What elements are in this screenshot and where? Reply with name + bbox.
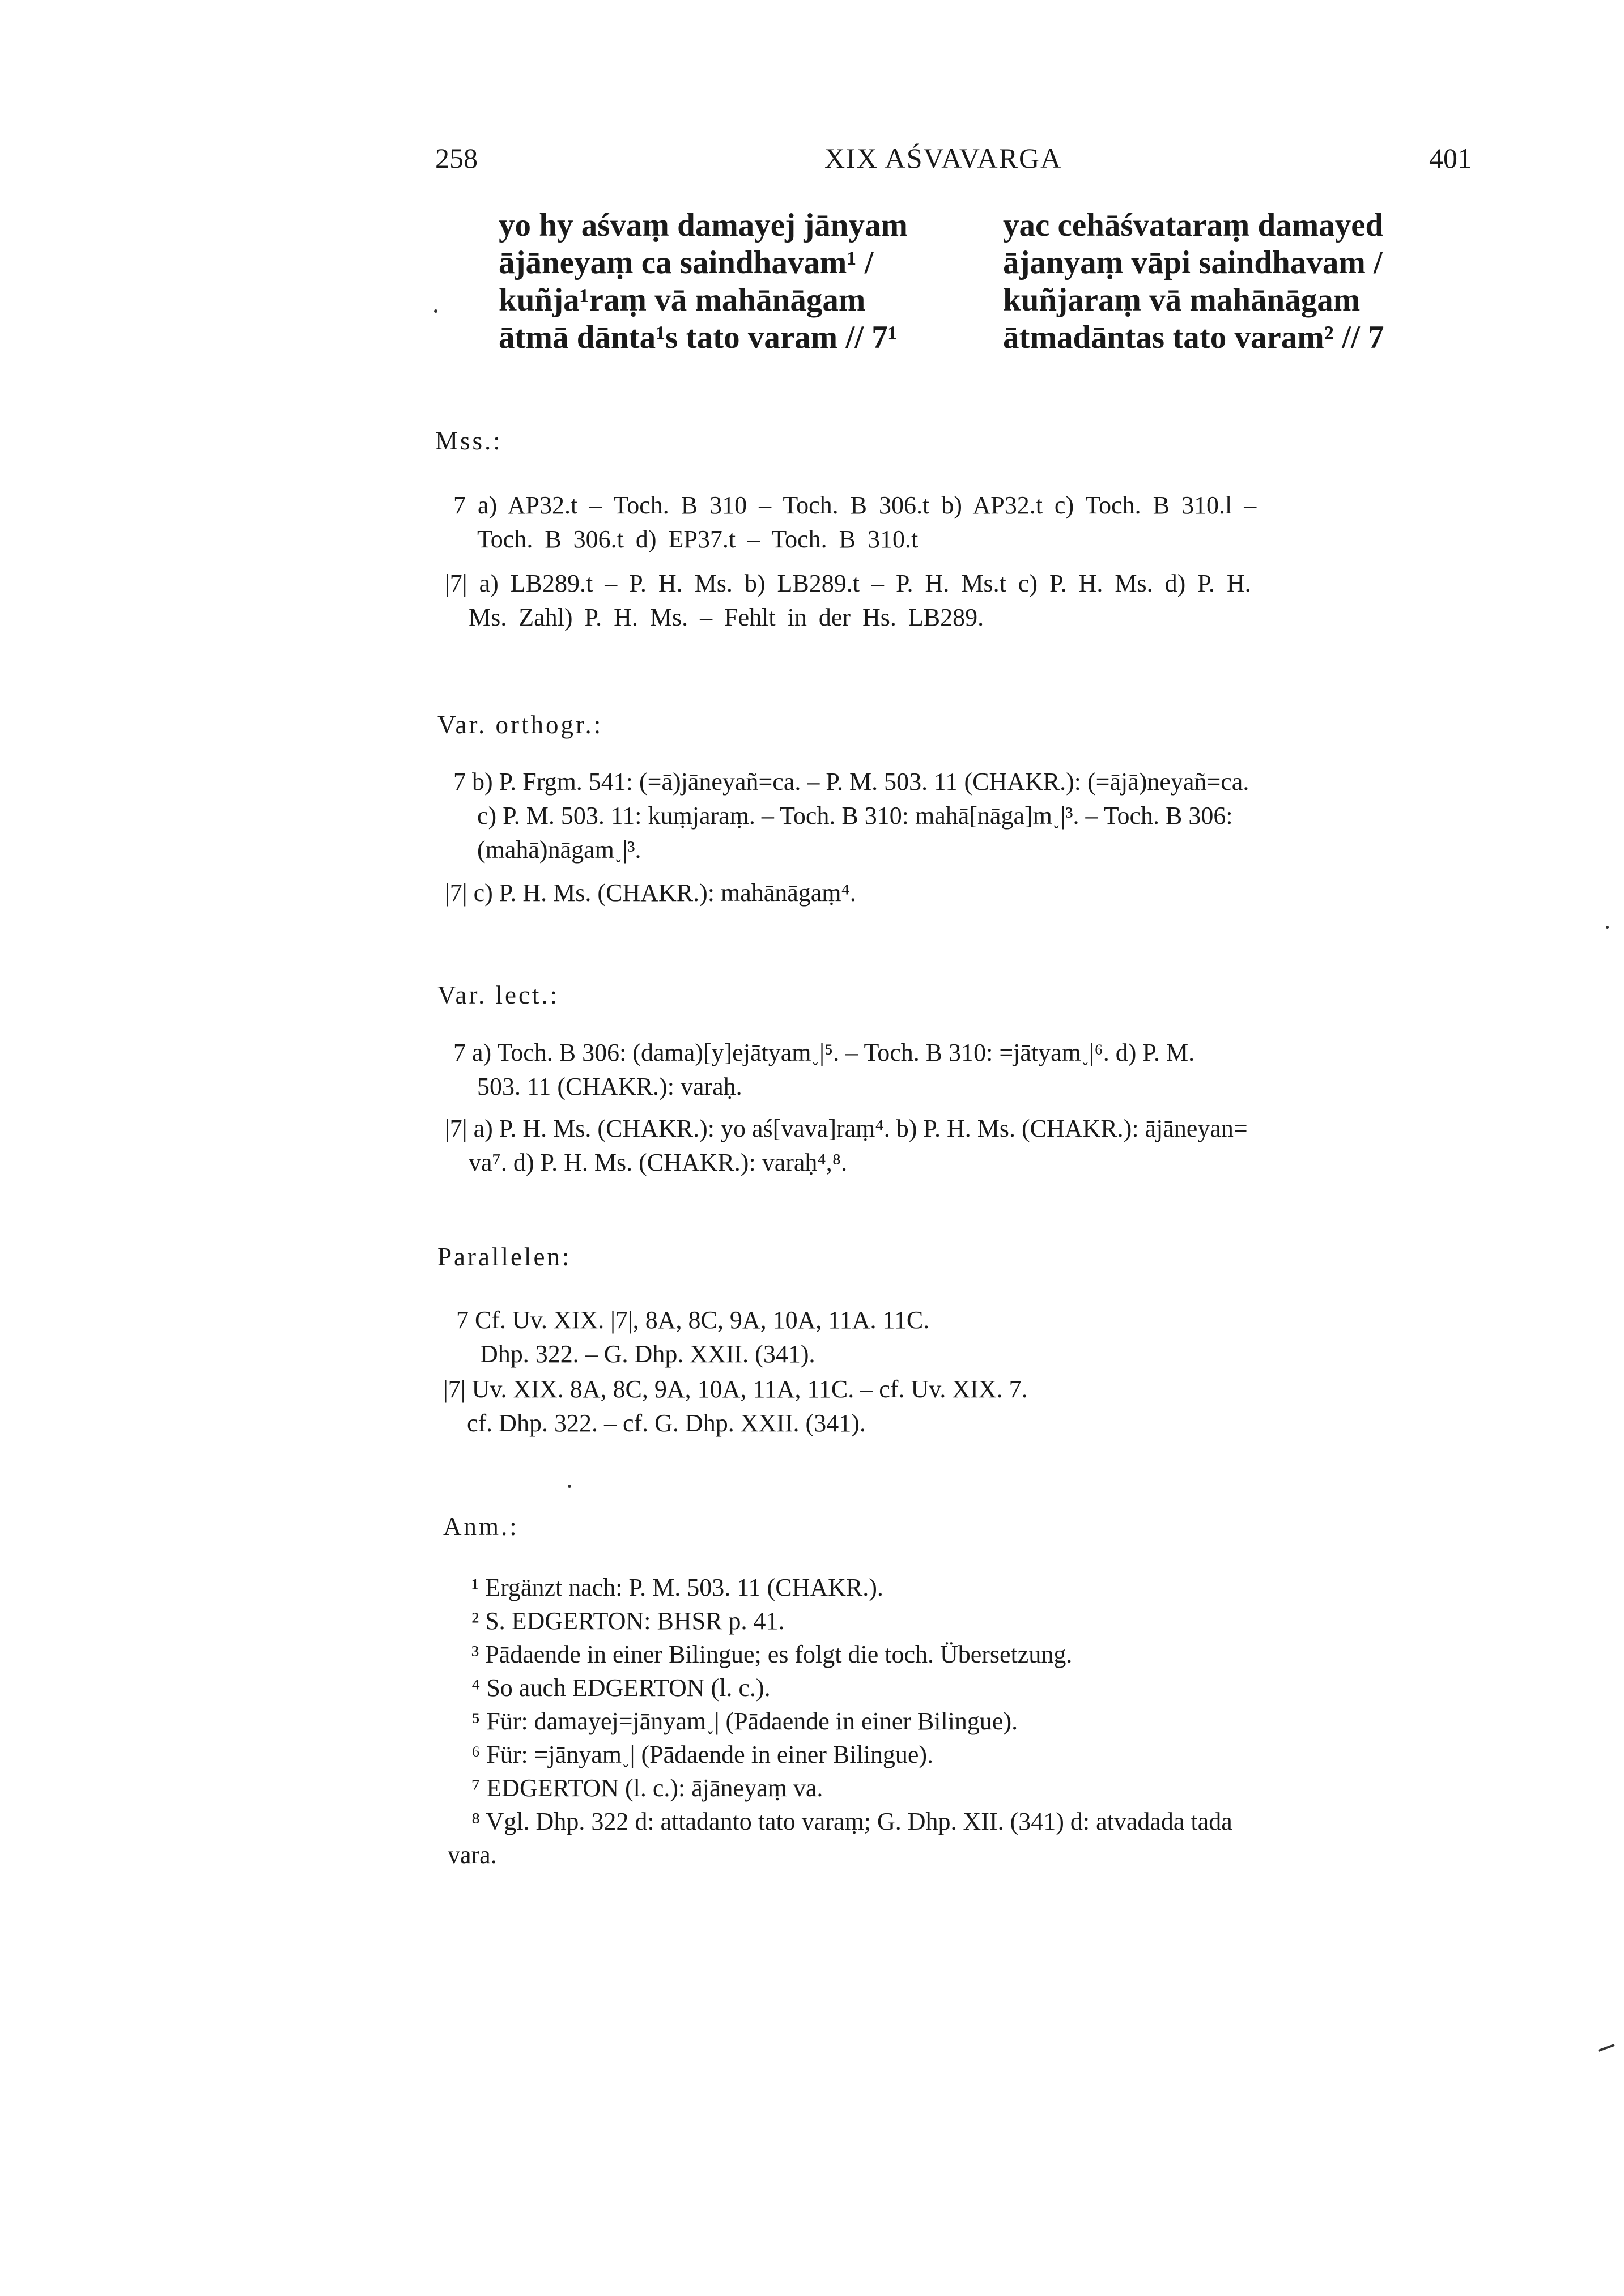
footnote-3: ³ Pādaende in einer Bilingue; es folgt die toch. Übersetzung. bbox=[471, 1640, 1073, 1668]
mss-entry-7-pipe bbox=[445, 567, 1251, 635]
verse-sanskrit-left bbox=[499, 207, 908, 356]
anm-notes bbox=[448, 1571, 1232, 1872]
scan-speck bbox=[568, 1485, 571, 1488]
anm-label: Anm.: bbox=[443, 1512, 519, 1541]
var-orthogr-entry-7-pipe bbox=[445, 876, 856, 910]
verse-left-line: kuñja¹raṃ vā mahānāgam bbox=[499, 282, 866, 318]
verse-left-line: yo hy aśvaṃ damayej jānyam bbox=[499, 207, 908, 243]
entry-line: c) P. M. 503. 11: kuṃjaraṃ. – Toch. B 310: mahā[nāga]m˯|³. – Toch. B 306: bbox=[477, 802, 1233, 830]
page-number: 258 bbox=[435, 142, 478, 174]
verse-reference: 401 bbox=[1429, 142, 1472, 174]
parallelen-entry-7 bbox=[456, 1303, 929, 1371]
footnote-8: ⁸ Vgl. Dhp. 322 d: attadanto tato varaṃ; G. Dhp. XII. (341) d: atvadada tada bbox=[471, 1808, 1232, 1835]
scan-speck bbox=[434, 309, 437, 313]
verse-right-line: ājanyaṃ vāpi saindhavam / bbox=[1003, 245, 1383, 280]
footnote-1: ¹ Ergänzt nach: P. M. 503. 11 (CHAKR.). bbox=[471, 1574, 883, 1601]
parallelen-label: Parallelen: bbox=[437, 1243, 572, 1271]
var-lect-entry-7-pipe bbox=[445, 1112, 1248, 1180]
entry-line: 7 a) Toch. B 306: (dama)[y]ejātyam˯|⁵. – Toch. B 310: =jātyam˯|⁶. d) P. M. bbox=[453, 1039, 1195, 1066]
entry-line: |7| a) P. H. Ms. (CHAKR.): yo aś[vava]raṃ⁴. b) P. H. Ms. (CHAKR.): ājāneyan= bbox=[445, 1115, 1248, 1142]
footnote-2: ² S. EDGERTON: BHSR p. 41. bbox=[471, 1607, 785, 1635]
footnote-6: ⁶ Für: =jānyam˯| (Pādaende in einer Bilingue). bbox=[471, 1741, 934, 1768]
verse-left-line: ātmā dānta¹s tato varam // 7¹ bbox=[499, 320, 898, 355]
footnote-5: ⁵ Für: damayej=jānyam˯| (Pādaende in einer Bilingue). bbox=[471, 1707, 1018, 1735]
scan-speck bbox=[1606, 926, 1609, 929]
entry-line: |7| c) P. H. Ms. (CHAKR.): mahānāgaṃ⁴. bbox=[445, 879, 856, 907]
var-lect-label: Var. lect.: bbox=[437, 981, 560, 1009]
var-lect-entry-7 bbox=[453, 1036, 1194, 1104]
entry-line: 7 b) P. Frgm. 541: (=ā)jāneyañ=ca. – P. M. 503. 11 (CHAKR.): (=ājā)neyañ=ca. bbox=[453, 768, 1249, 796]
mss-entry-7 bbox=[453, 488, 1256, 556]
entry-line: va⁷. d) P. H. Ms. (CHAKR.): varaḥ⁴,⁸. bbox=[469, 1149, 848, 1176]
verse-right-line: kuñjaraṃ vā mahānāgam bbox=[1003, 282, 1361, 318]
verse-left-line: ājāneyaṃ ca saindhavam¹ / bbox=[499, 245, 874, 280]
mss-label: Mss.: bbox=[435, 427, 503, 455]
verse-right-line: ātmadāntas tato varam² // 7 bbox=[1003, 320, 1384, 355]
footnote-7: ⁷ EDGERTON (l. c.): ājāneyaṃ va. bbox=[471, 1774, 823, 1802]
parallelen-entry-7-pipe bbox=[443, 1372, 1028, 1440]
footnote-8-continuation: vara. bbox=[448, 1841, 497, 1869]
entry-line: Ms. Zahl) P. H. Ms. – Fehlt in der Hs. LB289. bbox=[469, 603, 984, 631]
var-orthogr-label: Var. orthogr.: bbox=[437, 711, 603, 739]
var-orthogr-entry-7 bbox=[453, 765, 1249, 867]
entry-line: Dhp. 322. – G. Dhp. XXII. (341). bbox=[480, 1340, 815, 1368]
running-title: XIX AŚVAVARGA bbox=[824, 142, 1062, 174]
entry-line: |7| Uv. XIX. 8A, 8C, 9A, 10A, 11A, 11C. – cf. Uv. XIX. 7. bbox=[443, 1375, 1028, 1403]
entry-line: cf. Dhp. 322. – cf. G. Dhp. XXII. (341). bbox=[467, 1409, 866, 1437]
entry-line: 7 a) AP32.t – Toch. B 310 – Toch. B 306.t b) AP32.t c) Toch. B 310.l – bbox=[453, 491, 1257, 519]
entry-line: 7 Cf. Uv. XIX. |7|, 8A, 8C, 9A, 10A, 11A. 11C. bbox=[456, 1306, 930, 1334]
footnote-4: ⁴ So auch EDGERTON (l. c.). bbox=[471, 1674, 771, 1702]
verse-right-line: yac cehāśvataraṃ damayed bbox=[1003, 207, 1384, 243]
entry-line: |7| a) LB289.t – P. H. Ms. b) LB289.t – P. H. Ms.t c) P. H. Ms. d) P. H. bbox=[445, 569, 1251, 597]
verse-sanskrit-right bbox=[1003, 207, 1384, 356]
scan-speck bbox=[1598, 2044, 1615, 2052]
entry-line: (mahā)nāgam˯|³. bbox=[477, 836, 641, 864]
entry-line: Toch. B 306.t d) EP37.t – Toch. B 310.t bbox=[477, 525, 919, 553]
entry-line: 503. 11 (CHAKR.): varaḥ. bbox=[477, 1073, 742, 1100]
